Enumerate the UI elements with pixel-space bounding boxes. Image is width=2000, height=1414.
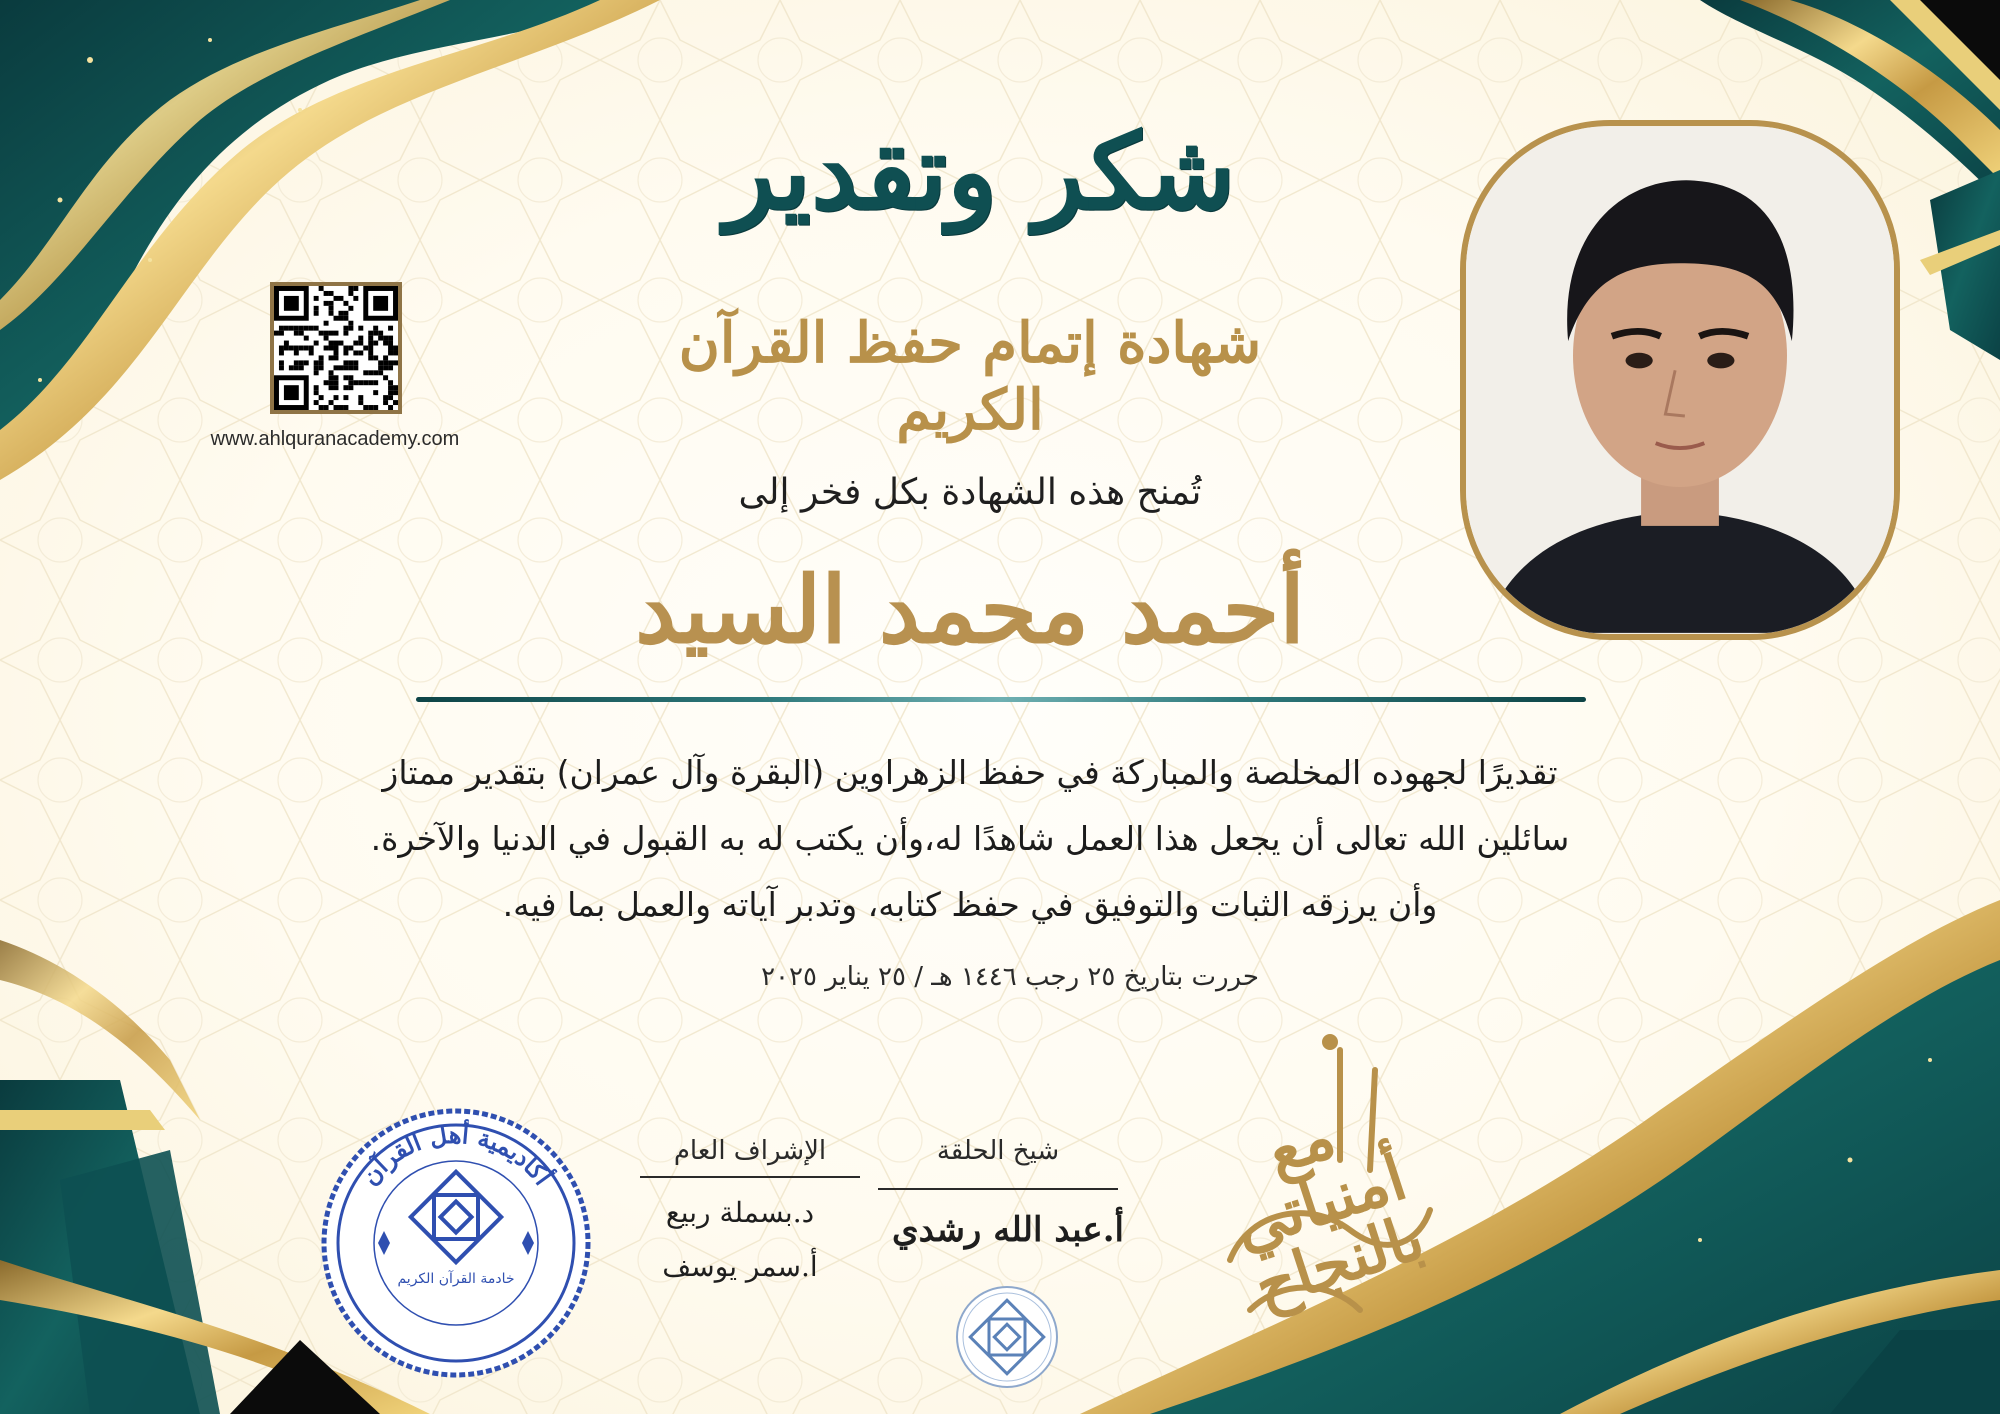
academy-seal [318,1105,594,1381]
sheikh-name: أ.عبد الله رشدي [891,1210,1124,1250]
supervisor-name: د.بسملة ربيع [665,1196,815,1229]
academy-emblem-icon [955,1285,1059,1389]
recipient-photo [1460,120,1900,640]
name-divider [416,697,1586,702]
issue-date: حررت بتاريخ ٢٥ رجب ١٤٤٦ هـ / ٢٥ يناير ٢٠٢٥ [761,962,1259,992]
seal-ring-text: أكاديمية أهل القرآن [355,1119,558,1191]
body-line: تقديرًا لجهوده المخلصة والمباركة في حفظ الزهراوين (البقرة وآل عمران) بتقدير ممتاز [382,753,1558,792]
seal-inner-text: خادمة القرآن الكريم [397,1271,515,1287]
intro-text: تُمنح هذه الشهادة بكل فخر إلى [738,472,1202,513]
supervision-heading: الإشراف العام [673,1136,827,1166]
body-line: سائلين الله تعالى أن يجعل هذا العمل شاهدًا له،وأن يكتب له به القبول في الدنيا والآخرة. [370,819,1570,858]
recipient-name: أحمد محمد السيد [635,556,1305,664]
sheikh-heading: شيخ الحلقة [936,1136,1060,1166]
qr-code [270,282,402,414]
calligraphy-text: مع أمنياتي بالنجاح [1225,1098,1433,1323]
supervision-rule [640,1176,860,1178]
qr-code-icon [274,286,398,410]
body-line: وأن يرزقه الثبات والتوفيق في حفظ كتابه، وتدبر آياته والعمل بما فيه. [502,885,1438,924]
supervisor-name: أ.سمر يوسف [662,1250,818,1283]
portrait-icon [1466,126,1894,634]
certificate-subtitle: شهادة إتمام حفظ القرآن الكريم [678,310,1262,444]
certificate-body [230,740,1710,938]
sheikh-rule [878,1188,1118,1190]
certificate-title: شكر وتقدير [724,110,1236,233]
website-url: www.ahlquranacademy.com [210,428,460,450]
